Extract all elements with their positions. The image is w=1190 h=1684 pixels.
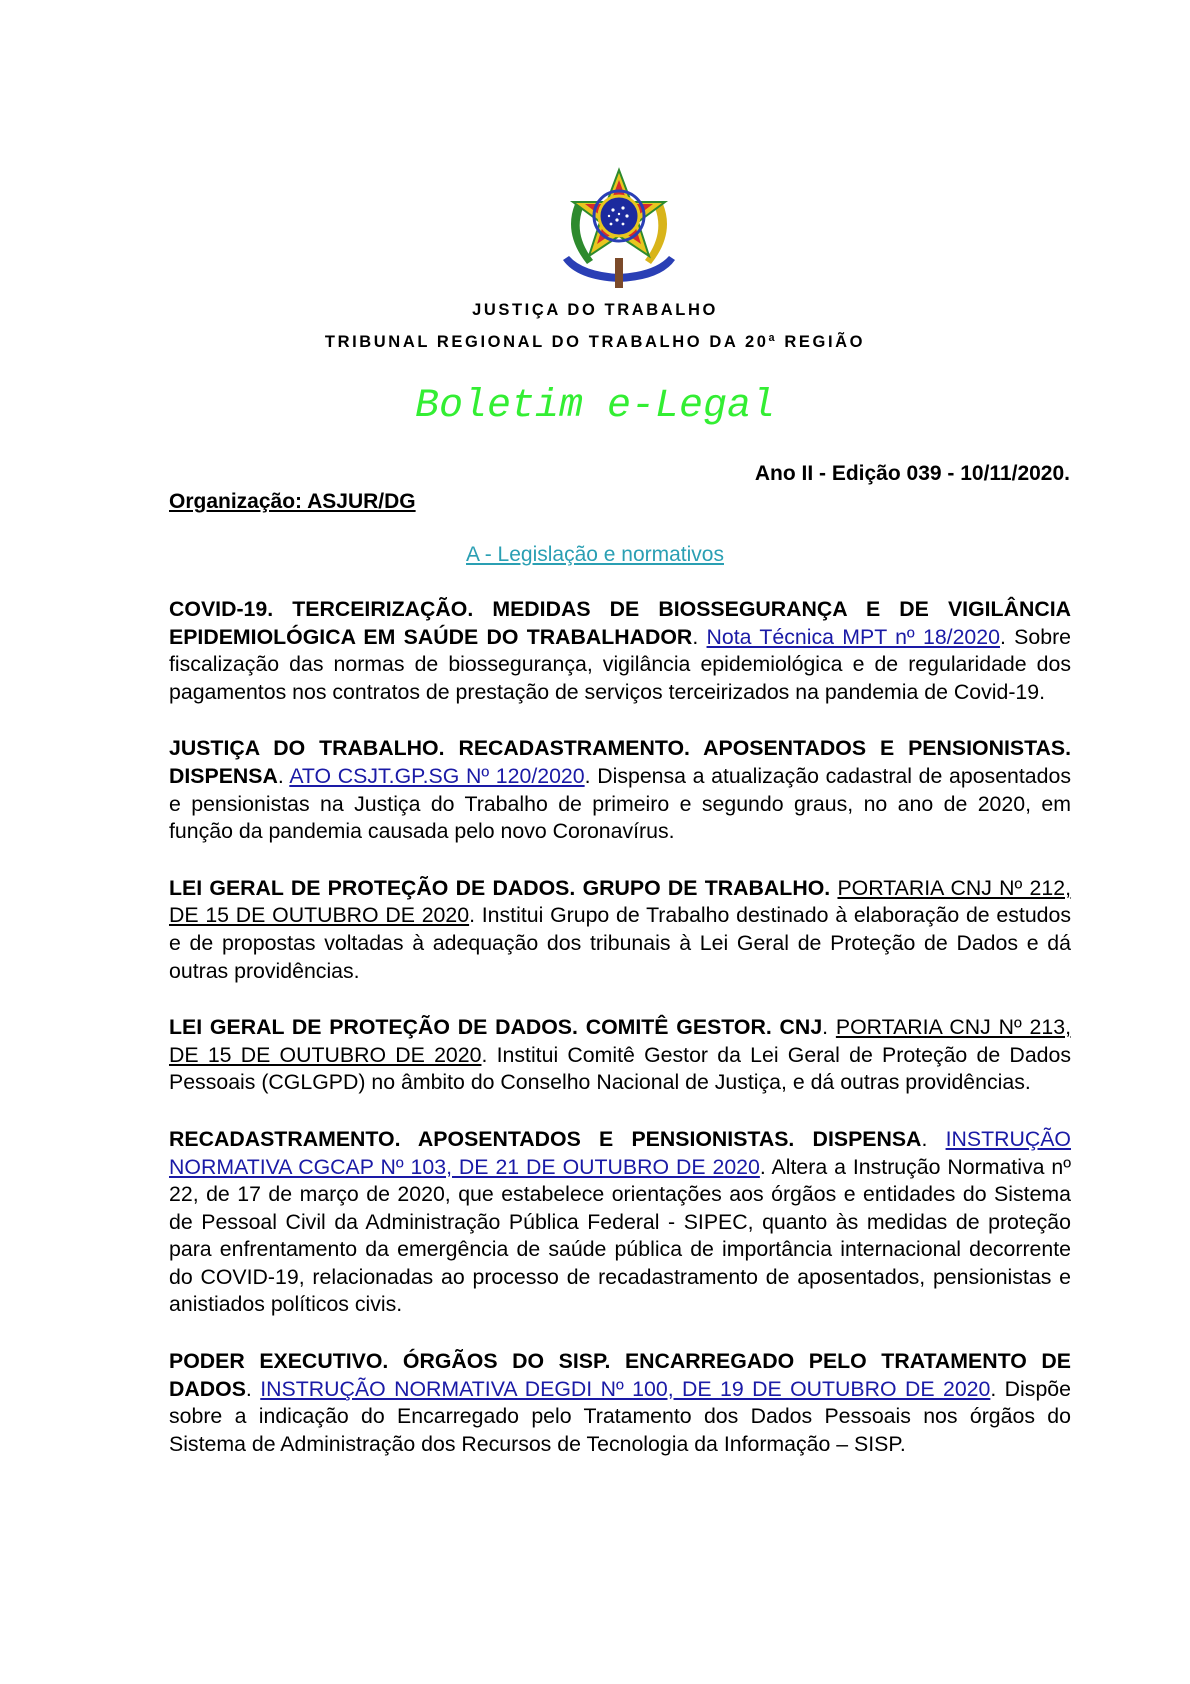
entry-link[interactable]: INSTRUÇÃO NORMATIVA DEGDI Nº 100, DE 19 DE OUTUBRO DE 2020 <box>260 1376 991 1401</box>
entry-link[interactable]: Nota Técnica MPT nº 18/2020 <box>706 624 1000 649</box>
institution-line-2: TRIBUNAL REGIONAL DO TRABALHO DA 20ª REGIÃO <box>324 333 866 351</box>
entry-link[interactable]: PORTARIA CNJ Nº 212, DE 15 DE OUTUBRO DE 2020 <box>169 875 1072 928</box>
entry-text: . Dispõe sobre a indicação do Encarregado pelo Tratamento dos Dados Pessoais nos órgãos do Sistema de Administração dos Recursos de Tecnologia da Informação – SISP. <box>169 1376 1071 1456</box>
entry-heading: LEI GERAL DE PROTEÇÃO DE DADOS. GRUPO DE TRABALHO. <box>169 875 831 900</box>
edition-info: Ano II - Edição 039 - 10/11/2020. <box>754 462 1070 485</box>
entry-text: . Dispensa a atualização cadastral de aposentados e pensionistas na Justiça do Trabalho de primeiro e segundo graus, no ano de 2020, em função da pandemia causada pelo novo Coronavírus. <box>169 763 1071 844</box>
entry-heading: LEI GERAL DE PROTEÇÃO DE DADOS. COMITÊ GESTOR. CNJ <box>169 1015 823 1040</box>
entry-item <box>169 1126 1071 1319</box>
entry-item <box>169 735 1071 845</box>
section-title-link[interactable]: A - Legislação e normativos <box>466 543 724 566</box>
entry-text: . Institui Grupo de Trabalho destinado à elaboração de estudos e de propostas voltadas à adequação dos tribunais à Lei Geral de Proteção de Dados e dá outras providências. <box>169 903 1071 983</box>
entry-item <box>169 596 1071 706</box>
organization-label: Organização: ASJUR/DG <box>169 490 416 513</box>
entry-separator: . <box>692 624 707 649</box>
brazil-coat-of-arms-icon <box>557 164 681 294</box>
entry-heading: COVID-19. TERCEIRIZAÇÃO. MEDIDAS DE BIOSSEGURANÇA E DE VIGILÂNCIA EPIDEMIOLÓGICA EM SAÚDE DO TRABALHADOR <box>169 597 1071 649</box>
entry-item <box>169 875 1071 985</box>
entry-heading: PODER EXECUTIVO. ÓRGÃOS DO SISP. ENCARREGADO PELO TRATAMENTO DE DADOS <box>169 1349 1071 1401</box>
entry-separator: . <box>245 1376 261 1401</box>
entry-separator: . <box>921 1126 946 1151</box>
entry-link[interactable]: PORTARIA CNJ Nº 213, DE 15 DE OUTUBRO DE 2020 <box>169 1015 1071 1067</box>
entry-link[interactable]: ATO CSJT.GP.SG Nº 120/2020 <box>289 763 585 788</box>
institution-line-1: JUSTIÇA DO TRABALHO <box>472 301 718 319</box>
entry-heading: RECADASTRAMENTO. APOSENTADOS E PENSIONISTAS. DISPENSA <box>169 1126 922 1151</box>
bulletin-title: Boletim e-Legal <box>414 384 776 429</box>
entry-text: . Sobre fiscalização das normas de biossegurança, vigilância epidemiológica e de regularidade dos pagamentos nos contratos de prestação de serviços terceirizados na pandemia de Covid-19. <box>169 624 1072 704</box>
entry-heading: JUSTIÇA DO TRABALHO. RECADASTRAMENTO. APOSENTADOS E PENSIONISTAS. DISPENSA <box>169 736 1071 788</box>
entry-item <box>169 1014 1071 1097</box>
entry-item <box>169 1348 1071 1458</box>
entry-separator: . <box>277 763 290 788</box>
entry-text: . Altera a Instrução Normativa nº 22, de 17 de março de 2020, que estabelece orientações aos órgãos e entidades do Sistema de Pessoal Civil da Administração Pública Federal - SIPEC, quanto às medidas de proteção para enfrentamento da emergência de saúde pública de importância internacional decorrente do COVID-19, relacionadas ao processo de recadastramento de aposentados, pensionistas e anistiados políticos civis. <box>169 1154 1071 1317</box>
entries-list <box>169 596 1071 1487</box>
entry-text: . Institui Comitê Gestor da Lei Geral de Proteção de Dados Pessoais (CGLGPD) no âmbito do Conselho Nacional de Justiça, e dá outras providências. <box>169 1042 1071 1095</box>
entry-separator: . <box>822 1015 836 1040</box>
entry-link[interactable]: INSTRUÇÃO NORMATIVA CGCAP Nº 103, DE 21 DE OUTUBRO DE 2020 <box>169 1126 1071 1179</box>
